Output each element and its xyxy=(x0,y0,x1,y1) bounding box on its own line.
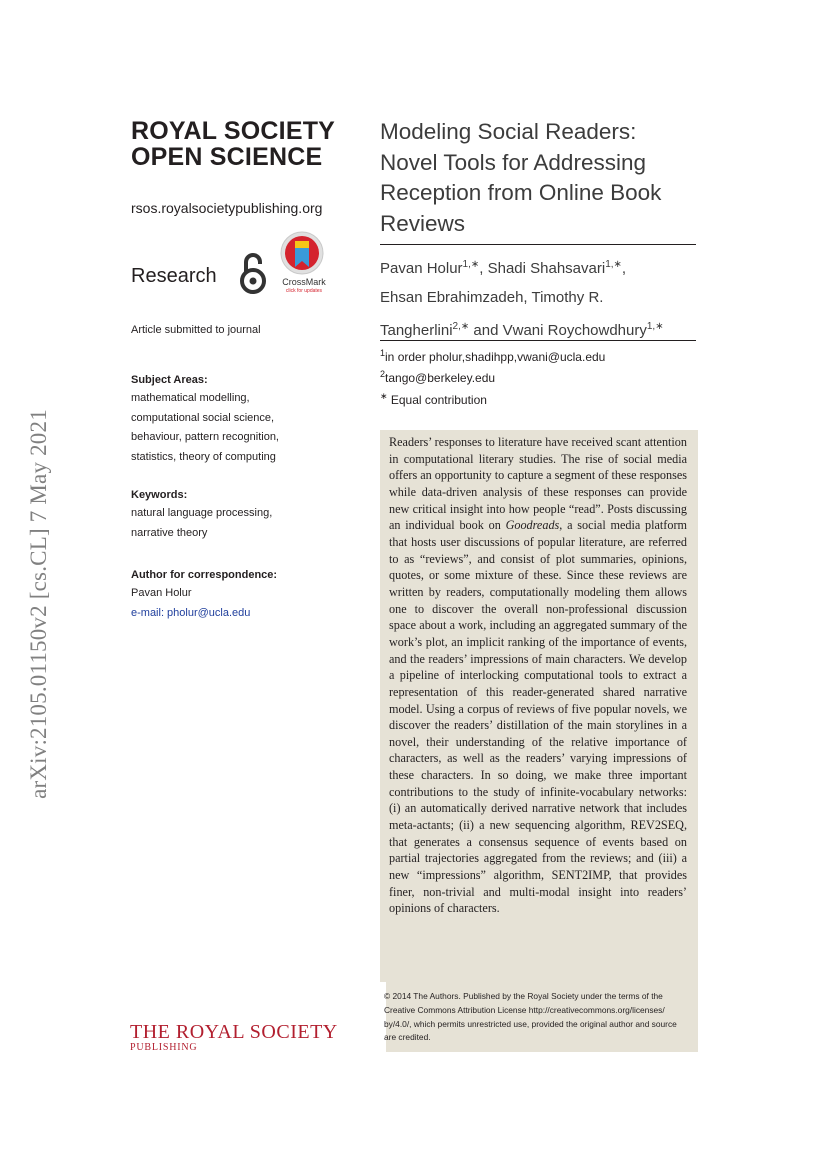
title-line: Reception from Online Book xyxy=(380,180,662,205)
subject-areas-heading: Subject Areas: xyxy=(131,374,208,386)
keywords-heading: Keywords: xyxy=(131,489,188,501)
affiliation-1: $^1$in order pholur,shadihpp,vwani@ucla.edu xyxy=(380,348,606,364)
open-access-icon xyxy=(238,250,268,296)
arxiv-id: arXiv:2105.01150v2 [cs.CL] 7 May 2021 xyxy=(26,409,51,799)
subject-area: mathematical modelling, xyxy=(131,392,250,404)
journal-name-line2: OPEN SCIENCE xyxy=(131,143,323,171)
subject-areas xyxy=(131,373,279,467)
keyword: natural language processing, xyxy=(131,507,273,519)
journal-site[interactable]: rsos.royalsocietypublishing.org xyxy=(131,200,323,216)
journal-logo xyxy=(131,118,335,170)
authors-line3: Tangherlini$^{2,∗}$ and Vwani Roychowdhury$^{1,∗}$ xyxy=(380,321,664,339)
keywords xyxy=(131,488,272,543)
correspondence-heading: Author for correspondence: xyxy=(131,569,278,581)
affiliation-2: $^2$tango@berkeley.edu xyxy=(380,369,496,385)
correspondence-email-link[interactable]: e-mail: pholur@ucla.edu xyxy=(131,606,251,619)
title-line: Novel Tools for Addressing xyxy=(380,149,646,175)
paper-title xyxy=(380,117,700,239)
author-list xyxy=(380,250,700,345)
authors-line1: Pavan Holur$^{1,∗}$, Shadi Shahsavari$^{1,∗}$, xyxy=(380,259,627,277)
license-note: © 2014 The Authors. Published by the Royal Society under the terms of the Creative Commons Attribution License http://creativecommons.org/licenses/ by/4.0/, which permits unrestricted use, provided the original author and source are credited. xyxy=(384,991,677,1043)
article-type: Research xyxy=(131,265,217,287)
equal-contribution-note: ∗ Equal contribution xyxy=(380,391,487,407)
correspondence xyxy=(131,568,277,623)
arxiv-stamp xyxy=(22,365,56,843)
correspondence-name: Pavan Holur xyxy=(131,587,192,599)
title-line: Modeling Social Readers: xyxy=(380,119,637,144)
subject-area: computational social science, xyxy=(131,411,275,424)
crossmark-label: CrossMark xyxy=(282,277,326,287)
crossmark-sub: click for updates xyxy=(285,288,323,294)
journal-name-line1: ROYAL SOCIETY xyxy=(131,117,336,145)
title-line: Reviews xyxy=(380,210,466,236)
submission-note: Article submitted to journal xyxy=(131,324,261,336)
keyword: narrative theory xyxy=(131,526,208,539)
title-rule xyxy=(380,244,696,245)
publisher-logo-sub: PUBLISHING xyxy=(130,1042,198,1053)
subject-area: statistics, theory of computing xyxy=(131,450,276,463)
abstract-text: Readers’ responses to literature have received scant attention in computational literary studies. The rise of social media offers an opportunity to capture a segment of these responses while data-driven analysis of these responses can provide new critical insight into how people “read”. Posts discussing an individual book on Goodreads, a social media platform that hosts user discussions of popular literature, are referred to as “reviews”, and consist of plot summaries, opinions, quotes, or some mixture of these. Since these reviews are written by readers, computationally modeling them allows one to discover the overall non-professional discussion space about a work, including an aggregated summary of the work’s plot, an implicit ranking of the importance of events, and the readers’ impressions of main characters. We develop a pipeline of interlocking computational tools to extract a representation of this reader-generated shared narrative model. Using a corpus of reviews of five popular novels, we discover the readers’ distillation of the main storylines in a novel, their understanding of the relative importance of characters, as well as the readers’ varying impressions of these characters. In so doing, we make three important contributions to the study of infinite-vocabulary networks: (i) an automatically derived narrative network that includes meta-actants; (ii) a new sequencing algorithm, REV2SEQ, that generates a consensus sequence of events based on partial trajectories aggregated from the reviews; and (iii) a new “impressions” algorithm, SENT2IMP, that provides finer, non-trivial and multi-modal insight into readers’ opinions of characters. xyxy=(389,435,687,916)
publisher-logo: THE ROYAL SOCIETY xyxy=(130,1021,338,1043)
authors-line2: Ehsan Ebrahimzadeh, Timothy R. xyxy=(380,289,604,306)
subject-area: behaviour, pattern recognition, xyxy=(131,431,279,443)
abstract-box xyxy=(380,430,698,1052)
authors-rule xyxy=(380,340,696,341)
